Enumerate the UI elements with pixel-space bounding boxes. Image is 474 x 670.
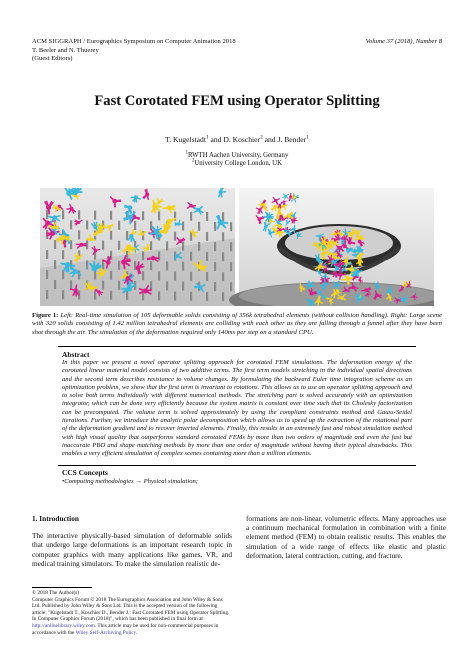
post-obstacle bbox=[142, 211, 144, 220]
post-obstacle bbox=[62, 250, 64, 259]
post-obstacle bbox=[182, 242, 184, 251]
post-obstacle bbox=[118, 261, 120, 270]
post-obstacle bbox=[70, 240, 72, 249]
post-obstacle bbox=[166, 261, 168, 270]
post-obstacle bbox=[214, 262, 216, 271]
post-obstacle bbox=[190, 292, 192, 301]
post-obstacle bbox=[142, 271, 144, 280]
copyright-footer bbox=[32, 590, 232, 636]
post-obstacle bbox=[54, 260, 56, 269]
post-obstacle bbox=[54, 240, 56, 249]
author-sup: 1 bbox=[306, 134, 309, 141]
post-obstacle bbox=[150, 241, 152, 250]
post-obstacle bbox=[230, 282, 232, 291]
post-obstacle bbox=[110, 211, 112, 220]
post-obstacle bbox=[214, 242, 216, 251]
post-obstacle bbox=[110, 231, 112, 240]
publication-text: . This article may be used for non-commercial purposes in accordance with the bbox=[32, 622, 219, 636]
post-obstacle bbox=[214, 222, 216, 231]
post-obstacle bbox=[230, 242, 232, 251]
post-obstacle bbox=[158, 251, 160, 260]
post-obstacle bbox=[54, 280, 56, 289]
footer-divider bbox=[32, 587, 92, 588]
intro-right-column bbox=[246, 514, 446, 560]
affiliation-sup: 1 bbox=[185, 150, 188, 156]
teaser-figure bbox=[40, 188, 434, 306]
post-obstacle bbox=[166, 281, 168, 290]
post-obstacle bbox=[182, 262, 184, 271]
affiliations bbox=[0, 152, 474, 169]
post-obstacle bbox=[46, 210, 48, 219]
header-line-venue: ACM SIGGRAPH / Eurographics Symposium on Computer Animation 2018 bbox=[32, 38, 236, 45]
section-heading: 1. Introduction bbox=[32, 514, 79, 523]
post-obstacle bbox=[222, 232, 224, 241]
post-obstacle bbox=[70, 280, 72, 289]
author-kugelstadt: T. Kugelstadt bbox=[165, 135, 206, 144]
ccs-heading: CCS Concepts bbox=[62, 468, 108, 477]
publication-note bbox=[32, 597, 232, 637]
post-obstacle bbox=[206, 272, 208, 281]
post-obstacle bbox=[150, 261, 152, 270]
post-obstacle bbox=[118, 241, 120, 250]
author-list bbox=[0, 135, 474, 144]
post-obstacle bbox=[110, 271, 112, 280]
post-obstacle bbox=[46, 270, 48, 279]
author-bender: J. Bender bbox=[277, 135, 307, 144]
publication-text: . bbox=[135, 629, 138, 636]
author-separator: and bbox=[262, 135, 278, 144]
ccs-concept: •Computing methodologies → Physical simulation; bbox=[62, 478, 199, 485]
post-obstacle bbox=[206, 252, 208, 261]
post-obstacle bbox=[46, 290, 48, 299]
intro-left-column bbox=[32, 514, 232, 568]
post-obstacle bbox=[230, 262, 232, 271]
post-obstacle bbox=[62, 290, 64, 299]
post-obstacle bbox=[198, 242, 200, 251]
post-obstacle bbox=[86, 220, 88, 229]
post-obstacle bbox=[70, 220, 72, 229]
post-obstacle bbox=[222, 272, 224, 281]
copyright-line: © 2018 The Author(s) bbox=[32, 590, 80, 596]
post-obstacle bbox=[118, 221, 120, 230]
author-sup: 1 bbox=[205, 134, 209, 141]
post-obstacle bbox=[222, 292, 224, 301]
self-archiving-link[interactable]: Wiley Self-Archiving Policy bbox=[75, 629, 136, 636]
post-obstacle bbox=[78, 210, 80, 219]
post-obstacle bbox=[222, 212, 224, 221]
post-obstacle bbox=[182, 222, 184, 231]
affiliation-text: University College London, UK bbox=[194, 160, 282, 168]
post-obstacle bbox=[62, 270, 64, 279]
post-obstacle bbox=[182, 282, 184, 291]
post-obstacle bbox=[118, 281, 120, 290]
figure-caption-label: Figure 1: bbox=[32, 312, 59, 319]
affiliation-text: RWTH Aachen University, Germany bbox=[188, 152, 289, 159]
post-obstacle bbox=[94, 211, 96, 220]
post-obstacle bbox=[174, 232, 176, 241]
post-obstacle bbox=[158, 271, 160, 280]
post-obstacle bbox=[190, 212, 192, 221]
header-line-guest: (Guest Editors) bbox=[32, 55, 73, 63]
post-obstacle bbox=[230, 222, 232, 231]
journal-header bbox=[32, 38, 236, 64]
post-obstacle bbox=[46, 250, 48, 259]
post-obstacle bbox=[134, 221, 136, 230]
affiliation-2 bbox=[0, 160, 474, 168]
abstract-heading: Abstract bbox=[62, 350, 90, 359]
post-obstacle bbox=[206, 212, 208, 221]
post-obstacle bbox=[142, 251, 144, 260]
post-obstacle bbox=[206, 292, 208, 301]
post-obstacle bbox=[174, 292, 176, 301]
post-obstacle bbox=[102, 281, 104, 290]
post-obstacle bbox=[158, 211, 160, 220]
abstract-text: In this paper we present a novel operator splitting approach for corotated FEM simulations. The deformation energy of the corotated linear material model consists of two additive terms. The first term models stretching in the individual spatial directions and the second term describes resistance to volume changes. By formulating the backward Euler time integration scheme as an optimization problem, we show that the first term is invariant to rotations. This allows us to use an operator splitting approach and to solve both terms individually with different numerical methods. The stretching part is solved accurately with an optimization integrator, which can be done very efficiently because the system matrix is constant over time such that its Cholesky factorization can be precomputed. The volume term is solved approximately by using the compliant constraints method and Gauss-Seidel iterations. Further, we introduce the analytic polar decomposition which allows us to speed up the extraction of the rotational part of the deformation gradient and to recover inverted elements. Finally, this results in an extremely fast and robust simulation method with high visual quality that outperforms standard corotated FEMs by more than two orders of magnitude and even the fast but inaccurate PBD and shape matching methods by more than one order of magnitude without having their typical drawbacks. This enables a very efficient simulation of complex scenes containing more than a million elements. bbox=[62, 359, 412, 458]
figure-caption-text: Left: Real-time simulation of 105 deformable solids consisting of 356k tetrahedral elements (without collision handling). Right: Large scene with 320 solids consisting of 1.42 million tetrahedral elements are colliding with each other as they are falling through a funnel after they have been shot through the air. The simulation of the deformation required only 140ms per step on a standard CPU. bbox=[32, 312, 442, 336]
post-obstacle bbox=[126, 291, 128, 300]
post-obstacle bbox=[214, 282, 216, 291]
post-obstacle bbox=[190, 272, 192, 281]
post-obstacle bbox=[94, 291, 96, 300]
post-obstacle bbox=[166, 241, 168, 250]
intro-paragraph: The interactive physically-based simulation of deformable solids that undergo large deformations is an important research topic in computer graphics with many applications like games, VR, and medical training simulators. To make the simulation realistic de- bbox=[32, 531, 232, 568]
author-koschier: D. Koschier bbox=[223, 135, 261, 144]
post-obstacle bbox=[150, 281, 152, 290]
author-separator: and bbox=[208, 135, 224, 144]
header-line-editors: T. Beeler and N. Thuerey bbox=[32, 46, 99, 54]
post-obstacle bbox=[206, 232, 208, 241]
post-obstacle bbox=[190, 252, 192, 261]
author-sup: 2 bbox=[260, 134, 263, 141]
post-obstacle bbox=[94, 271, 96, 280]
figure-caption bbox=[32, 312, 442, 337]
post-obstacle bbox=[86, 260, 88, 269]
wiley-link[interactable]: http://onlinelibrary.wiley.com bbox=[32, 622, 95, 629]
figure-left-panel bbox=[40, 188, 235, 306]
post-obstacle bbox=[158, 291, 160, 300]
post-obstacle bbox=[78, 230, 80, 239]
intro-paragraph-continued: formations are non-linear, volumetric effects. Many approaches use a continuum mechanical formulation in combination with a finite element method (FEM) to obtain realistic results. This enables the simulation of a wide range of effects like elastic and plastic deformation, lateral contraction, cutting, and fracture. bbox=[246, 514, 446, 560]
post-obstacle bbox=[62, 210, 64, 219]
post-obstacle bbox=[126, 231, 128, 240]
affiliation-sup: 2 bbox=[192, 159, 195, 165]
figure-right-panel bbox=[229, 188, 434, 306]
paper-title: Fast Corotated FEM using Operator Splitting bbox=[94, 93, 380, 109]
post-obstacle bbox=[198, 222, 200, 231]
post-obstacle bbox=[102, 241, 104, 250]
post-obstacle bbox=[174, 272, 176, 281]
publication-text: Computer Graphics Forum © 2018 The Eurographics Association and John Wiley & Sons Ltd. Published by John Wiley & Sons Ltd. This is the accepted version of the following article: "Kugelstadt T., Koschier D., Bender J.: Fast Corotated FEM using Operator Splitting. In Computer Graphics Forum (2018)", which has been published in final form at bbox=[32, 596, 230, 623]
post-obstacle bbox=[222, 252, 224, 261]
post-obstacle bbox=[110, 291, 112, 300]
volume-info: Volume 37 (2018), Number 8 bbox=[365, 38, 442, 45]
